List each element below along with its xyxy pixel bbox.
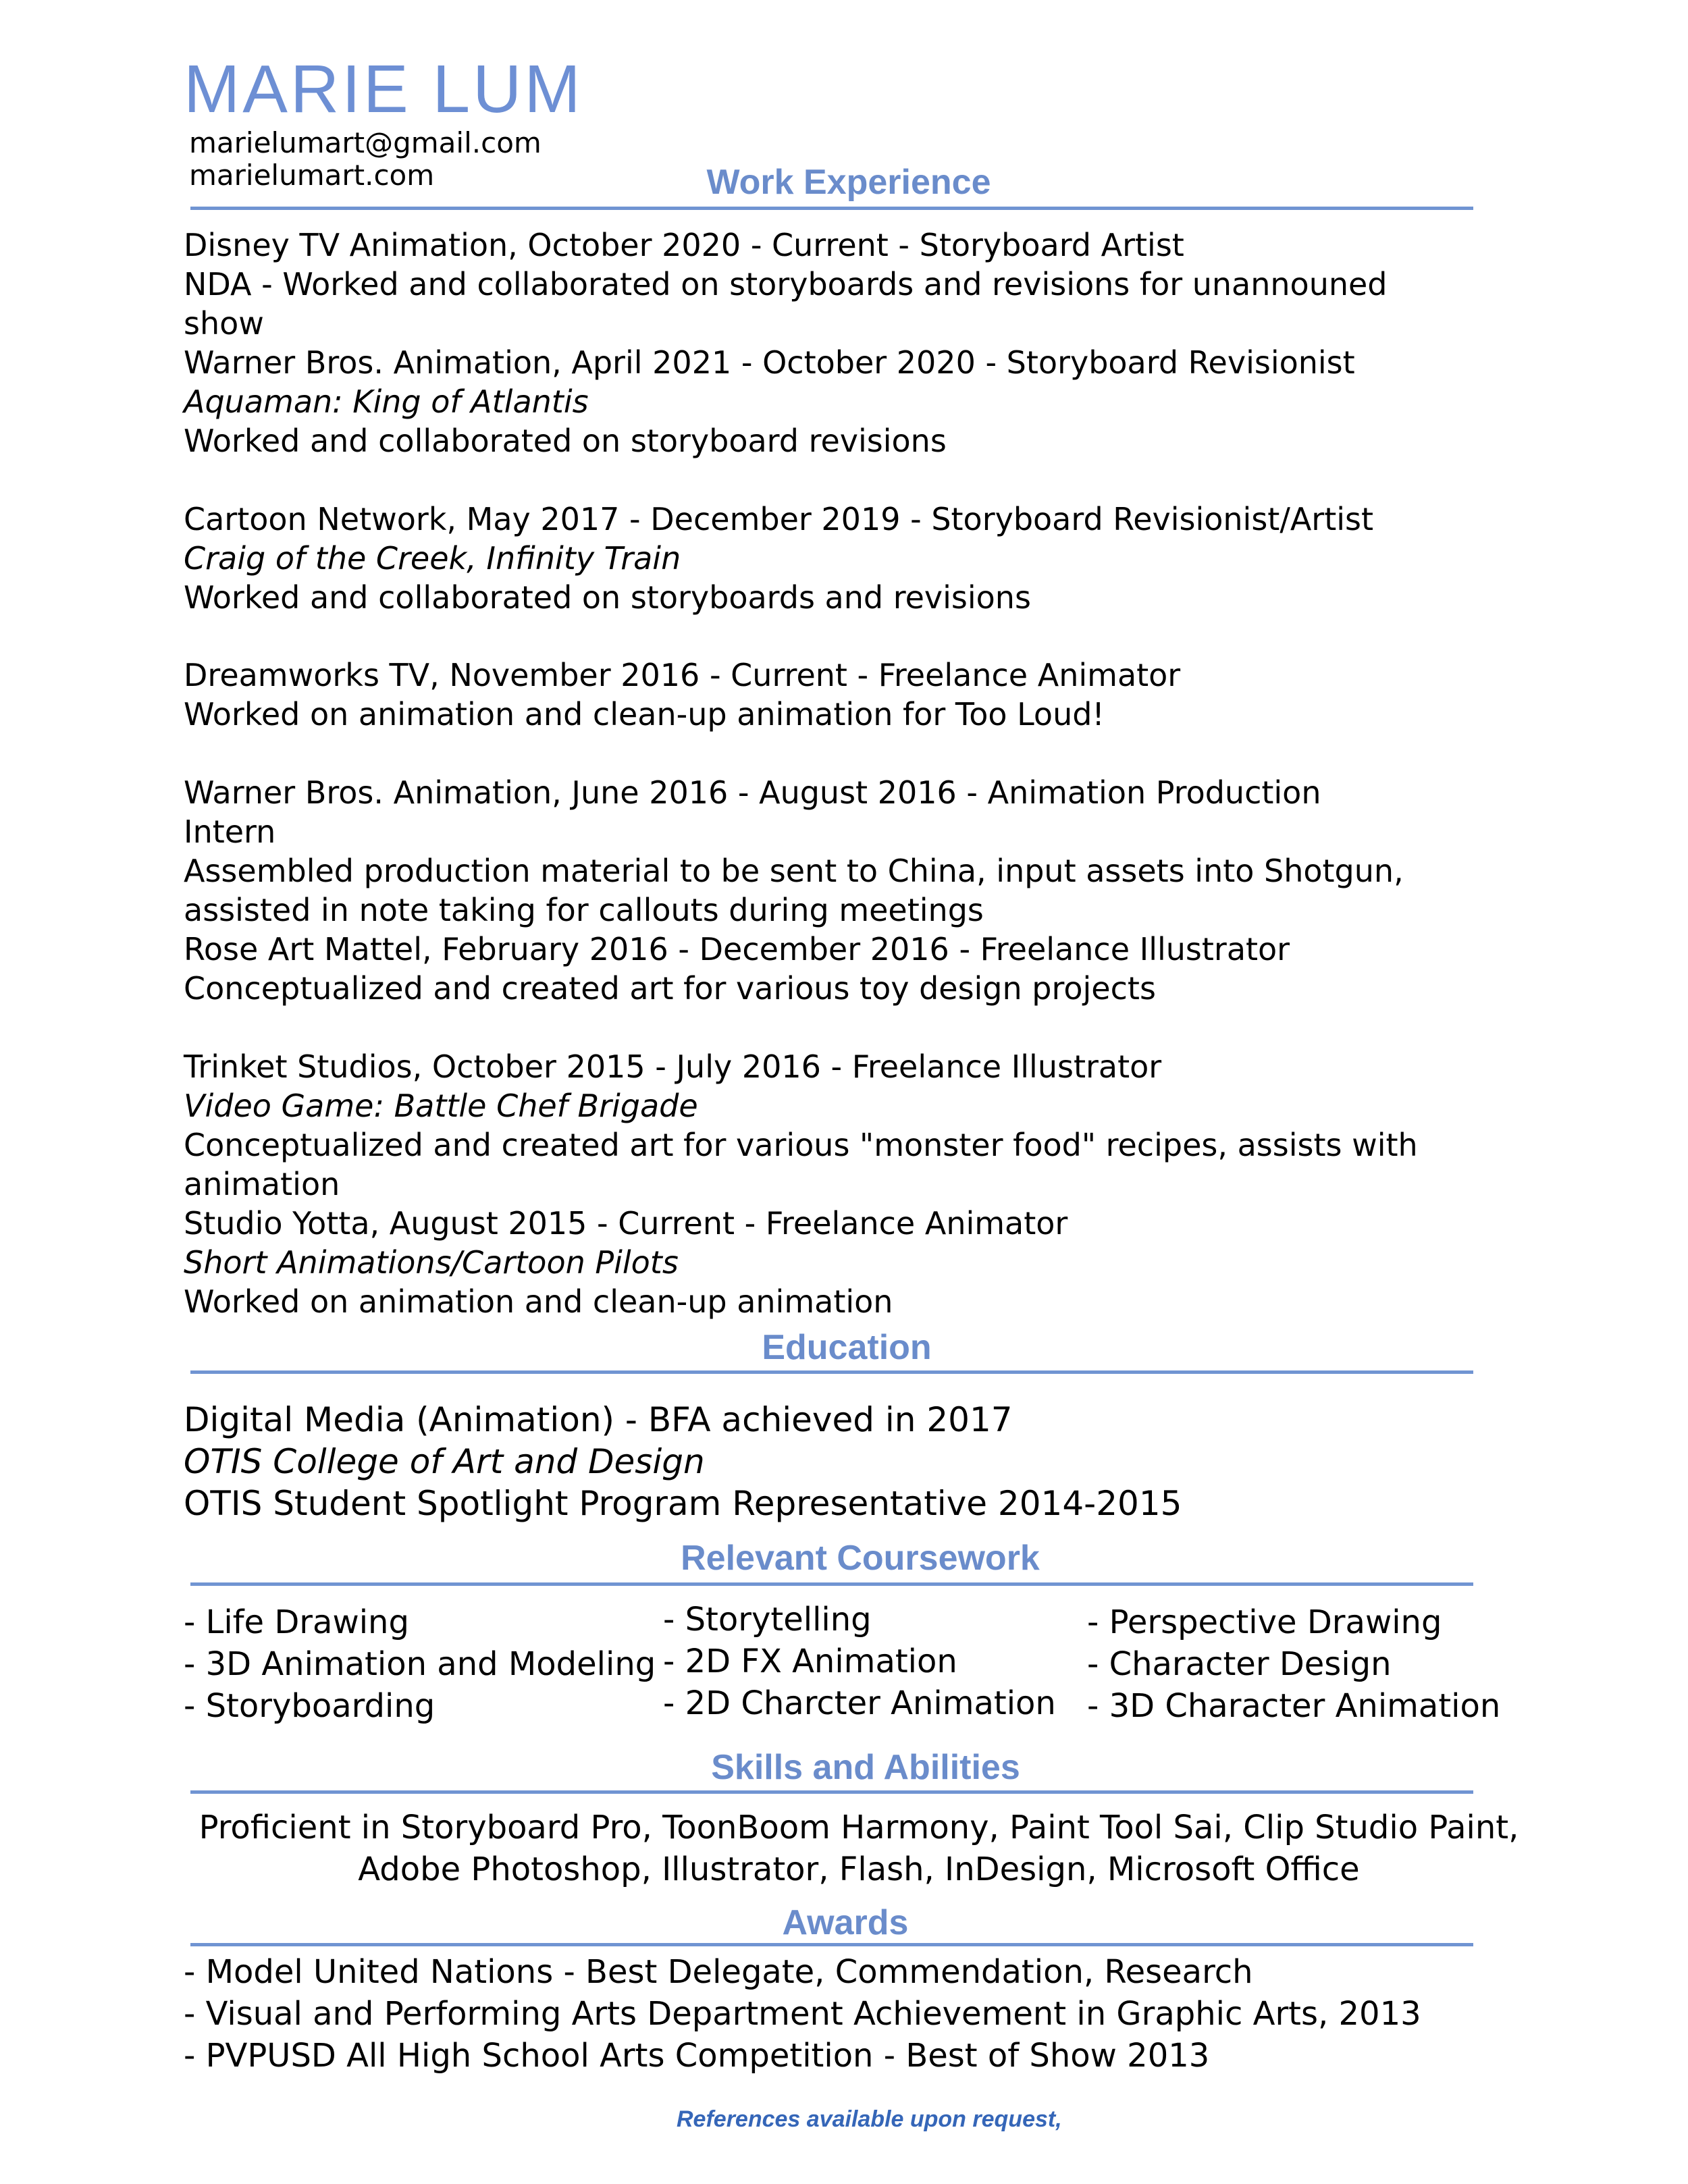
course-item: - Storyboarding	[184, 1687, 436, 1725]
coursework-column-3	[1087, 1601, 1500, 1727]
job-description: Worked and collaborated on storyboards and revisions	[184, 579, 1031, 616]
coursework-column-1	[184, 1601, 656, 1727]
section-divider	[190, 207, 1473, 210]
section-divider	[190, 1943, 1473, 1946]
job-entry	[184, 225, 1467, 343]
section-divider	[190, 1370, 1473, 1374]
job-project: Craig of the Creek, Infinity Train	[184, 540, 681, 577]
website[interactable]: marielumart.com	[189, 159, 435, 192]
job-title: Trinket Studios, October 2015 - July 2016 - Freelance Illustrator	[184, 1048, 1162, 1085]
job-entry	[184, 930, 1467, 1008]
job-title: Rose Art Mattel, February 2016 - December 2016 - Freelance Illustrator	[184, 931, 1290, 967]
job-description: Conceptualized and created art for various "monster food" recipes, assists with animation	[184, 1127, 1418, 1202]
section-heading-skills: Skills and Abilities	[711, 1748, 1020, 1787]
award-item: - Model United Nations - Best Delegate, Commendation, Research	[184, 1953, 1253, 1991]
course-item: - Perspective Drawing	[1087, 1603, 1442, 1641]
job-title: Studio Yotta, August 2015 - Current - Freelance Animator	[184, 1205, 1068, 1242]
skills-text	[190, 1807, 1527, 1890]
job-description: NDA - Worked and collaborated on storyboards and revisions for unannouned show	[184, 266, 1388, 342]
job-description: Worked on animation and clean-up animation for Too Loud!	[184, 696, 1105, 733]
job-title: Dreamworks TV, November 2016 - Current - Freelance Animator	[184, 657, 1181, 693]
course-item: - 3D Animation and Modeling	[184, 1645, 656, 1683]
course-item: - 3D Character Animation	[1087, 1687, 1501, 1725]
job-entry	[184, 343, 1467, 460]
email[interactable]: marielumart@gmail.com	[189, 126, 542, 159]
job-title: Warner Bros. Animation, April 2021 - October 2020 - Storyboard Revisionist	[184, 344, 1355, 381]
course-item: - 2D FX Animation	[663, 1643, 957, 1680]
job-description: Worked on animation and clean-up animation	[184, 1283, 893, 1320]
references-note: References available upon request,	[677, 2106, 1062, 2132]
section-divider	[190, 1790, 1473, 1794]
job-title: Cartoon Network, May 2017 - December 2019 - Storyboard Revisionist/Artist	[184, 501, 1374, 537]
job-description: Worked and collaborated on storyboard revisions	[184, 423, 947, 459]
job-description: Conceptualized and created art for various toy design projects	[184, 970, 1156, 1007]
job-title: Disney TV Animation, October 2020 - Current - Storyboard Artist	[184, 227, 1184, 263]
job-entry	[184, 1204, 1467, 1321]
degree: Digital Media (Animation) - BFA achieved in 2017	[184, 1400, 1013, 1439]
school: OTIS College of Art and Design	[184, 1442, 705, 1481]
education-note: OTIS Student Spotlight Program Representative 2014-2015	[184, 1484, 1182, 1523]
section-divider	[190, 1582, 1473, 1586]
education-entry	[184, 1399, 1182, 1524]
job-entry	[184, 1047, 1467, 1204]
awards-list	[184, 1951, 1421, 2077]
skills-line: Proficient in Storyboard Pro, ToonBoom Harmony, Paint Tool Sai, Clip Studio Paint,	[199, 1809, 1519, 1846]
job-entry	[184, 773, 1413, 930]
course-item: - Character Design	[1087, 1645, 1392, 1683]
job-entry	[184, 500, 1467, 617]
job-project: Aquaman: King of Atlantis	[184, 383, 589, 420]
award-item: - Visual and Performing Arts Department Achievement in Graphic Arts, 2013	[184, 1995, 1421, 2033]
course-item: - Storytelling	[663, 1601, 872, 1639]
job-project: Video Game: Battle Chef Brigade	[184, 1088, 698, 1124]
award-item: - PVPUSD All High School Arts Competition - Best of Show 2013	[184, 2037, 1210, 2075]
section-heading-awards: Awards	[782, 1903, 909, 1942]
skills-line: Adobe Photoshop, Illustrator, Flash, InDesign, Microsoft Office	[358, 1850, 1360, 1888]
job-description: Assembled production material to be sent to China, input assets into Shotgun, assisted in note taking for callouts during meetings	[184, 853, 1404, 928]
course-item: - 2D Charcter Animation	[663, 1684, 1056, 1722]
resume-name: MARIE LUM	[184, 51, 583, 127]
job-project: Short Animations/Cartoon Pilots	[184, 1244, 679, 1281]
coursework-column-2	[663, 1599, 1056, 1724]
section-heading-education: Education	[762, 1328, 932, 1367]
section-heading-coursework: Relevant Coursework	[681, 1539, 1040, 1578]
job-entry	[184, 656, 1467, 734]
job-title: Warner Bros. Animation, June 2016 - August 2016 - Animation Production Intern	[184, 774, 1321, 850]
course-item: - Life Drawing	[184, 1603, 409, 1641]
section-heading-work: Work Experience	[706, 163, 991, 202]
